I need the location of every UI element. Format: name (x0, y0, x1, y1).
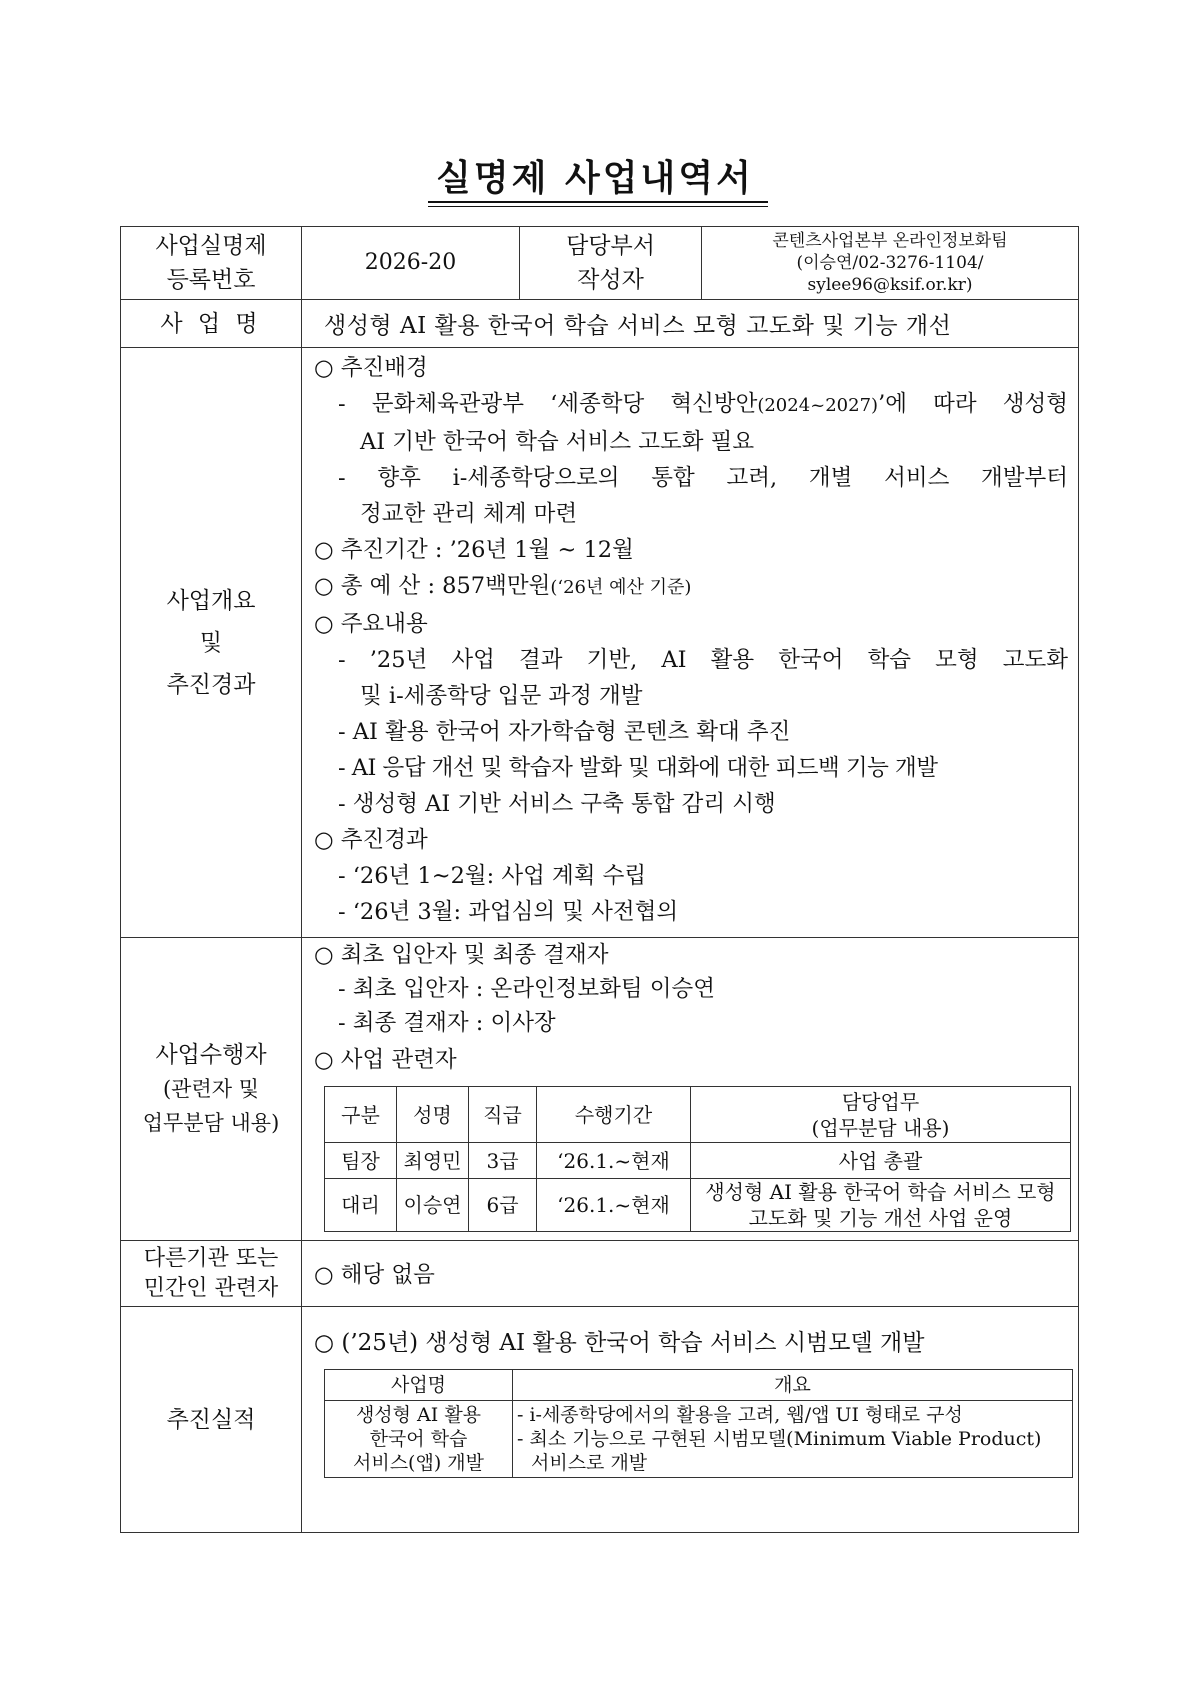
progress-item-1: - ‘26년 1~2월: 사업 계획 수립 (338, 863, 647, 889)
achievements-table (324, 1369, 1073, 1478)
registration-label-cell (121, 227, 302, 300)
row-period: ‘26.1.~현재 (537, 1143, 691, 1179)
background-heading: ○ 추진배경 (314, 355, 428, 381)
dept-label-line1: 담당부서 (566, 233, 655, 259)
drafter: - 최초 입안자 : 온라인정보화팀 이승연 (338, 976, 715, 1002)
budget: ○ 총 예 산 : 857백만원(‘26년 예산 기준) (314, 573, 692, 599)
registration-label-line2: 등록번호 (166, 267, 256, 293)
performers-label-cell (121, 938, 302, 1241)
dept-info-cell (702, 227, 1079, 300)
header-period: 수행기간 (537, 1087, 691, 1143)
progress-item-2: - ‘26년 3월: 과업심의 및 사전협의 (338, 899, 679, 925)
dept-label-cell (520, 227, 702, 300)
performers-label-line3: 업무분담 내용) (142, 1111, 280, 1135)
project-table (120, 226, 1079, 1533)
achievements-label: 추진실적 (121, 1307, 302, 1533)
achievement-name: 생성형 AI 활용 한국어 학습 서비스(앱) 개발 (325, 1401, 513, 1478)
row-duty: 생성형 AI 활용 한국어 학습 서비스 모형 고도화 및 기능 개선 사업 운영 (691, 1179, 1071, 1232)
row-duty: 사업 총괄 (691, 1143, 1071, 1179)
dept-label-line2: 작성자 (577, 267, 644, 293)
drafter-heading: ○ 최초 입안자 및 최종 결재자 (314, 942, 609, 968)
overview-label-line1: 사업개요 (166, 587, 256, 614)
achievement-overview: - i-세종학당에서의 활용을 고려, 웹/앱 UI 형태로 구성 - 최소 기능으로 구현된 시범모델(Minimum Viable Product) 서비스로 개발 (513, 1401, 1073, 1478)
table-row (325, 1143, 1071, 1179)
page-title: 실명제 사업내역서 (436, 158, 754, 199)
background-item-2-cont: 정교한 관리 체계 마련 (360, 501, 578, 527)
other-value: ○ 해당 없음 (302, 1241, 1079, 1307)
achievements-content (302, 1307, 1079, 1533)
overview-label-line3: 추진경과 (166, 671, 256, 698)
background-item-1: - 문화체육관광부 ‘세종학당 혁신방안(2024~2027)’에 따라 생성형 (338, 391, 1068, 417)
background-item-2: - 향후 i-세종학당으로의 통합 고려, 개별 서비스 개발부터 (338, 465, 1068, 491)
dept-name: 콘텐츠사업본부 온라인정보화팀 (772, 231, 1008, 251)
row-role: 대리 (325, 1179, 397, 1232)
period: ○ 추진기간 : ’26년 1월 ~ 12월 (314, 537, 634, 563)
header-role: 구분 (325, 1087, 397, 1143)
row-role: 팀장 (325, 1143, 397, 1179)
header-project-name: 사업명 (325, 1370, 513, 1401)
title-underline (428, 201, 768, 203)
row-period: ‘26.1.~현재 (537, 1179, 691, 1232)
other-label-line1: 다른기관 또는 (143, 1245, 279, 1271)
main-item-1-cont: 및 i-세종학당 입문 과정 개발 (360, 683, 643, 709)
performers-label-line1: 사업수행자 (155, 1042, 267, 1068)
related-persons-table (324, 1086, 1071, 1232)
row-name: 최영민 (397, 1143, 469, 1179)
background-item-1-cont: AI 기반 한국어 학습 서비스 고도화 필요 (360, 429, 755, 455)
main-item-2: - AI 활용 한국어 자가학습형 콘텐츠 확대 추진 (338, 719, 791, 745)
achievements-heading: ○ (’25년) 생성형 AI 활용 한국어 학습 서비스 시범모델 개발 (314, 1330, 925, 1356)
main-item-3: - AI 응답 개선 및 학습자 발화 및 대화에 대한 피드백 기능 개발 (338, 755, 938, 781)
approver: - 최종 결재자 : 이사장 (338, 1010, 556, 1036)
overview-content (302, 348, 1079, 938)
table-row (325, 1179, 1071, 1232)
main-item-4: - 생성형 AI 기반 서비스 구축 통합 감리 시행 (338, 791, 776, 817)
performers-label-line2: (관련자 및 (162, 1077, 259, 1101)
overview-label-cell (121, 348, 302, 938)
dept-contact: (이승연/02-3276-1104/ (796, 253, 984, 273)
title-underline-thin (428, 206, 768, 207)
table-row (325, 1401, 1073, 1478)
header-name: 성명 (397, 1087, 469, 1143)
project-name: 생성형 AI 활용 한국어 학습 서비스 모형 고도화 및 기능 개선 (302, 300, 1079, 348)
registration-label-line1: 사업실명제 (155, 233, 267, 259)
registration-number: 2026-20 (302, 227, 520, 300)
header-duty: 담당업무 (업무분담 내용) (691, 1087, 1071, 1143)
row-grade: 6급 (469, 1179, 537, 1232)
overview-label-line2: 및 (199, 629, 223, 656)
other-label-line2: 민간인 관련자 (143, 1275, 279, 1301)
progress-heading: ○ 추진경과 (314, 827, 428, 853)
performers-content (302, 938, 1079, 1241)
related-heading: ○ 사업 관련자 (314, 1047, 457, 1073)
header-grade: 직급 (469, 1087, 537, 1143)
main-heading: ○ 주요내용 (314, 611, 428, 637)
main-item-1: - ’25년 사업 결과 기반, AI 활용 한국어 학습 모형 고도화 (338, 647, 1068, 673)
header-overview: 개요 (513, 1370, 1073, 1401)
dept-email: sylee96@ksif.or.kr) (807, 275, 973, 295)
row-name: 이승연 (397, 1179, 469, 1232)
other-label-cell (121, 1241, 302, 1307)
row-grade: 3급 (469, 1143, 537, 1179)
project-name-label: 사 업 명 (121, 300, 302, 348)
